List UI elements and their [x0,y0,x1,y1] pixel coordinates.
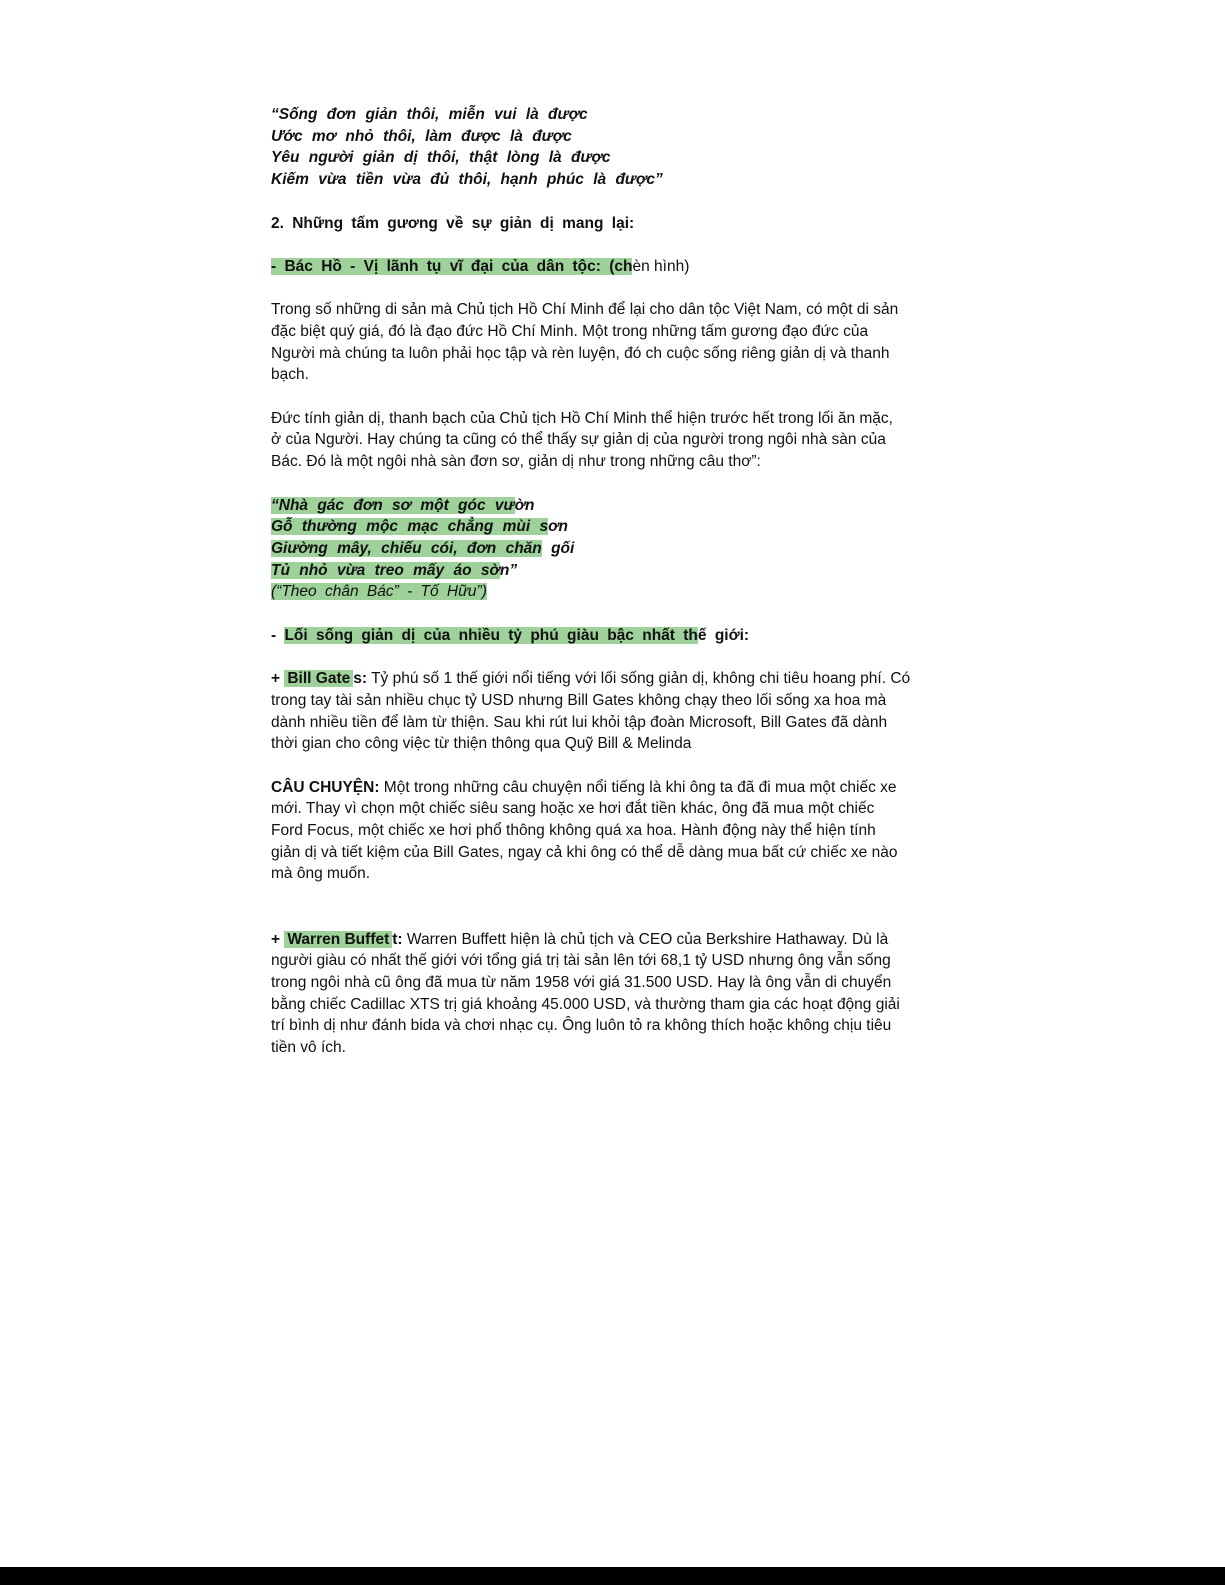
poem-line [271,516,961,538]
paragraph-line: trong ngôi nhà cũ ông đã mua từ năm 1958 với giá 31.500 USD. Hay là ông vẫn di chuyển [271,973,892,991]
highlighted-text: - Bác Hồ - Vị lãnh tụ vĩ đại của dân tộc: (ch [271,257,633,275]
highlighted-text: Tủ nhỏ vừa treo mấy áo sờ [271,561,500,579]
paragraph-line: bạch. [271,366,309,384]
paragraph-line: giản dị và tiết kiệm của Bill Gates, ngay cả khi ông có thể dễ dàng mua bất cứ chiếc xe nào [271,843,898,861]
paragraph-line: mà ông muốn. [271,865,371,883]
bottom-edge-bar [0,1567,1225,1585]
paragraph-line: Ford Focus, một chiếc xe hơi phổ thông không quá xa hoa. Hành động này thể hiện tính [271,822,876,840]
section-heading: 2. Những tấm gương về sự giản dị mang lại: [271,214,635,232]
paragraph-line: ở của Người. Hay chúng ta cũng có thể thấy sự giản dị của người trong ngôi nhà sàn của [271,431,886,449]
bill-gates-paragraph [271,668,961,755]
paragraph [271,408,961,473]
poem-line: Kiếm vừa tiền vừa đủ thôi, hạnh phúc là được” [271,171,663,189]
poem-rest: gối [541,539,575,557]
poem-source [271,581,961,603]
story-paragraph [271,777,961,886]
bullet-prefix: + [271,670,285,688]
paragraph-line: trong tay tài sản nhiều chục tỷ USD nhưng Bill Gates không chạy theo lối sống xa hoa mà [271,691,887,709]
paragraph-text: Tỷ phú số 1 thế giới nổi tiếng với lối sống giản dị, không chi tiêu hoang phí. Có [367,670,911,688]
paragraph-text: Warren Buffett hiện là chủ tịch và CEO của Berkshire Hathaway. Dù là [402,930,889,948]
billionaires-heading [271,625,961,647]
poem-rest: ơn [548,518,568,536]
paragraph-line: bằng chiếc Cadillac XTS trị giá khoảng 45.000 USD, và thường tham gia các hoạt động giải [271,995,900,1013]
paragraph-line: trí bình dị như đánh bida và chơi nhạc cụ. Ông luôn tỏ ra không thích hoặc không chịu tiêu [271,1017,892,1035]
highlighted-text: “Nhà gác đơn sơ một góc vư [271,496,515,514]
paragraph-line [271,668,961,690]
nha-san-poem [271,495,961,604]
paragraph-line: Bác. Đó là một ngôi nhà sàn đơn sơ, giản dị như trong những câu thơ”: [271,453,761,471]
heading-rest: èn hình) [632,257,690,275]
paragraph-line [271,777,961,799]
paragraph-text: Một trong những câu chuyện nổi tiếng là khi ông ta đã đi mua một chiếc xe [379,778,897,796]
poem-rest: ờn [514,496,535,514]
poem-line [271,538,961,560]
bac-ho-heading [271,256,961,278]
poem-line: Yêu người giản dị thôi, thật lòng là được [271,149,611,167]
highlighted-text: (“Theo chân Bác” - Tố Hữu”) [271,583,487,601]
poem-line [271,560,961,582]
paragraph [271,299,961,386]
highlighted-text: Giường mây, chiếu cói, đơn chăn [271,539,542,557]
highlighted-text: Lối sống giản dị của nhiều tỷ phú giàu bậc nhất th [284,626,698,644]
poem-line: Ước mơ nhỏ thôi, làm được là được [271,127,572,145]
warren-buffett-paragraph [271,929,961,1059]
bullet-prefix: + [271,930,285,948]
story-label: CÂU CHUYỆN: [271,778,380,796]
paragraph-line [271,929,961,951]
heading-prefix: - [271,626,285,644]
poem-rest: n” [499,561,518,579]
highlighted-text: Gỗ thường mộc mạc chẳng mùi s [271,518,549,536]
paragraph-line: mới. Thay vì chọn một chiếc siêu sang hoặc xe hơi đắt tiền khác, ông đã mua một chiếc [271,800,875,818]
paragraph-line: người giàu có nhất thế giới với tổng giá trị tài sản lên tới 68,1 tỷ USD nhưng ông vẫn sống [271,952,891,970]
paragraph-line: thời gian cho công việc từ thiện thông qua Quỹ Bill & Melinda [271,735,692,753]
paragraph-line: dành nhiều tiền để làm từ thiện. Sau khi rút lui khỏi tập đoàn Microsoft, Bill Gates đã dành [271,713,888,731]
name-rest: s: [353,670,368,688]
document-page [271,104,961,1059]
paragraph-line: đặc biệt quý giá, đó là đạo đức Hồ Chí Minh. Một trong những tấm gương đạo đức của [271,322,869,340]
poem-line: “Sống đơn giản thôi, miễn vui là được [271,106,588,123]
opening-poem [271,104,961,191]
heading-rest: ế giới: [697,626,750,644]
paragraph-line: Người mà chúng ta luôn phải học tập và rèn luyện, đó ch cuộc sống riêng giản dị và thanh [271,344,890,362]
paragraph-line: Đức tính giản dị, thanh bạch của Chủ tịch Hồ Chí Minh thể hiện trước hết trong lối ăn mặc, [271,409,893,427]
highlighted-text: Bill Gate [284,670,353,687]
paragraph-line: Trong số những di sản mà Chủ tịch Hồ Chí Minh để lại cho dân tộc Việt Nam, có một di sản [271,301,899,319]
highlighted-text: Warren Buffet [284,931,392,948]
poem-line [271,495,961,517]
name-rest: t: [392,930,403,948]
paragraph-line: tiền vô ích. [271,1039,346,1057]
